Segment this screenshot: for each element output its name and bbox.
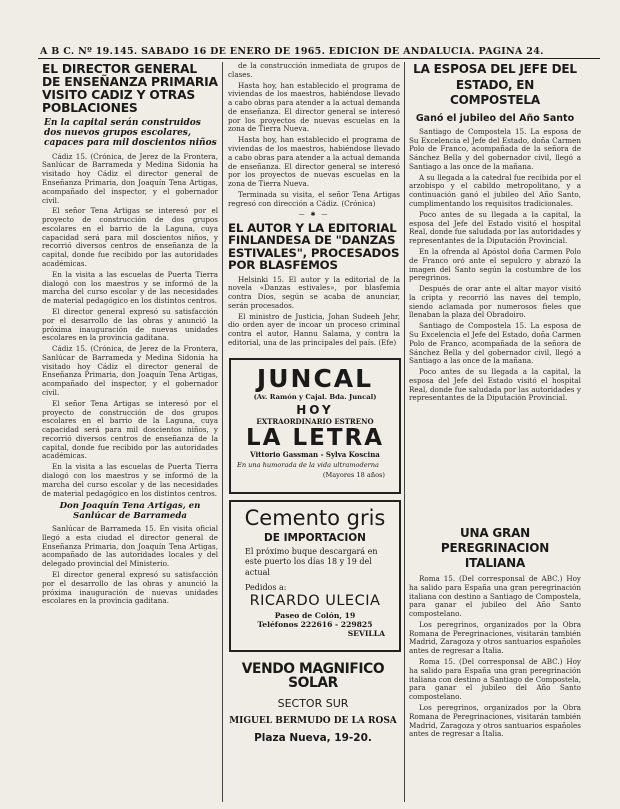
- paragraph: Después de orar ante el altar mayor visitó la cripta y recorrió las naves del templo, siendo aclamada por numerosos fieles que llenaban la plaza del Obradoiro.: [409, 284, 581, 320]
- paragraph: Poco antes de su llegada a la capital, la esposa del Jefe del Estado visitó el hospital Real, donde fue saludada por las autoridades y representantes de la Diputación Provincial.: [409, 209, 581, 246]
- separator: — ✱ —: [298, 210, 330, 218]
- subheadline: En la capital serán construidos dos nuevos grupos escolares, capaces para mil doscientos niños: [44, 117, 217, 149]
- paragraph: Los peregrinos, organizados por la Obra Romana de Peregrinaciones, visitarán también Madrid, Zaragoza y otros santuarios españoles antes de regresar a Italia.: [409, 619, 581, 656]
- paragraph: A su llegada a la catedral fue recibida por el arzobispo y el cabildo metropolitano, y a continuación ganó el jubileo del Año Santo, cumplimentando los requisitos tradicionales.: [409, 172, 581, 209]
- paragraph: Poco antes de su llegada a la capital, la esposa del Jefe del Estado visitó el hospital Real, donde fue saludada por las autoridades y representantes de la Diputación Provincial.: [409, 367, 581, 403]
- article-continuation: [228, 62, 400, 232]
- column-rule-1: [222, 62, 223, 802]
- ad-address: Plaza Nueva, 19-20.: [254, 731, 372, 744]
- company-phones: Teléfonos 222616 - 229825: [257, 620, 373, 630]
- article-peregrinacion-italiana: [409, 526, 581, 802]
- paragraph: En la ofrenda al Apóstol doña Carmen Polo de Franco oró ante el sepulcro y abrazó la imagen del Santo según la costumbre de los peregrinos.: [409, 246, 581, 283]
- ad-cemento-gris: [229, 500, 401, 652]
- company-address: Paseo de Colón, 19: [274, 611, 356, 621]
- article-danzas-estivales: [228, 222, 400, 357]
- paragraph: Hasta hoy, han establecido el programa de viviendas de los maestros, habiéndose llevado a cabo obras para atender a la actual demanda de enseñanza. El director general se interesó por los proyectos de nuevas escuelas en la zona de Tierra Nueva.: [228, 135, 400, 189]
- ad-juncal-cinema: [229, 358, 401, 494]
- headline: EL AUTOR Y LA EDITORIAL FINLANDESA DE "DANZAS ESTIVALES", PROCESADOS POR BLASFEMOS: [228, 222, 400, 273]
- today-label: HOY: [296, 403, 334, 417]
- paragraph: Terminada su visita, el señor Tena Artigas regresó con dirección a Cádiz. (Crónica): [228, 189, 400, 208]
- paragraph: Santiago de Compostela 15. La esposa de Su Excelencia el Jefe del Estado, doña Carmen Polo de Franco, acompañada de la señora de Sánchez Bella y del gobernador civil, llegó a Santiago a las once de la mañana.: [409, 126, 581, 171]
- company-city: SEVILLA: [347, 629, 385, 639]
- article-esposa-jefe-estado: [409, 62, 581, 522]
- paragraph: Hasta hoy, han establecido el programa de viviendas de los maestros, habiéndose llevado a cabo obras para atender a la actual demanda de enseñanza. El director general se interesó por los proyectos de nuevas escuelas en la zona de Tierra Nueva.: [228, 80, 400, 134]
- film-tagline: En una humorada de la vida ultramoderna: [237, 461, 379, 470]
- header-rule: [38, 58, 600, 59]
- paragraph: El director general expresó su satisfacción por el desarrollo de las obras y anunció la próxima inauguración de nuevas unidades escolares en la provincia gaditana.: [42, 570, 218, 606]
- paragraph: Roma 15. (Del corresponsal de ABC.) Hoy ha salido para España una gran peregrinación italiana con destino a Santiago de Compostela, para ganar el jubileo del Año Santo compostelano.: [409, 657, 581, 702]
- paragraph: Cádiz 15. (Crónica, de Jerez de la Frontera, Sanlúcar de Barrameda y Medina Sidonia ha visitado hoy Cádiz el director general de Enseñanza Primaria, don Joaquín Tena Artigas, acompañado del inspector, y el gobernador civil.: [42, 344, 218, 397]
- cinema-address: (Av. Ramón y Cajal. Bda. Juncal): [253, 393, 377, 401]
- premiere-label: EXTRAORDINARIO ESTRENO: [256, 417, 374, 426]
- product-name: Cemento gris: [244, 506, 386, 530]
- headline: UNA GRAN PEREGRINACION ITALIANA: [440, 526, 550, 570]
- subheadline: Ganó el jubileo del Año Santo: [415, 112, 575, 124]
- headline: EL DIRECTOR GENERAL DE ENSEÑANZA PRIMARIA VISITO CADIZ Y OTRAS POBLACIONES: [42, 62, 218, 115]
- ad-vendo-solar: [229, 658, 397, 776]
- paragraph: Cádiz 15. (Crónica, de Jerez de la Frontera, Sanlúcar de Barrameda y Medina Sidonia ha visitado hoy Cádiz el director general de Enseñanza Primaria, don Joaquín Tena Artigas, acompañado del inspector, y el gobernador civil.: [42, 151, 218, 205]
- paragraph: El señor Tena Artigas se interesó por el proyecto de construcción de dos grupos escolares en el barrio de la Laguna, cuya capacidad será para mil doscientos niños, y recorrió diversos centros de enseñanza de la capital, donde fue recibido por las autoridades académicas.: [42, 206, 218, 269]
- section-subheadline: Don Joaquín Tena Artigas, en Sanlúcar de Barrameda: [59, 501, 201, 522]
- paragraph: de la construcción inmediata de grupos de clases.: [228, 62, 400, 79]
- page-folio: A B C. Nº 19.145. SABADO 16 DE ENERO DE 1965. EDICION DE ANDALUCIA. PAGINA 24.: [40, 46, 544, 57]
- paragraph: Helsinki 15. El autor y la editorial de la novela «Danzas estivales», por blasfemia contra Dios, según se acaba de anunciar, serán procesados.: [228, 274, 400, 310]
- paragraph: En la visita a las escuelas de Puerta Tierra dialogó con los maestros y se informó de la marcha del curso escolar y de las necesidades de material pedagógico en los distintos centros.: [42, 462, 218, 498]
- film-rating: (Mayores 18 años): [322, 471, 385, 480]
- column-rule-2: [404, 62, 405, 802]
- paragraph: En la visita a las escuelas de Puerta Tierra dialogó con los maestros y se informó de la marcha del curso escolar y de las necesidades de material pedagógico en los distintos centros.: [42, 269, 218, 306]
- ad-body: El próximo buque descargará en este puerto los días 18 y 19 del actual: [245, 547, 378, 577]
- paragraph: Santiago de Compostela 15. La esposa de Su Excelencia el Jefe del Estado, doña Carmen Polo de Franco, acompañada de la señora de Sánchez Bella y del gobernador civil, llegó a Santiago a las once de la mañana.: [409, 321, 581, 366]
- film-cast: Vittorio Gassman - Sylva Koscina: [250, 450, 380, 460]
- paragraph: Sanlúcar de Barrameda 15. En visita oficial llegó a esta ciudad el director general de Enseñanza Primaria, don Joaquín Tena Artigas, acompañado de las autoridades locales y del delegado provincial del Ministerio.: [42, 524, 218, 569]
- headline: LA ESPOSA DEL JEFE DEL ESTADO, EN COMPOSTELA: [413, 62, 577, 108]
- ad-title: VENDO MAGNIFICO SOLAR: [241, 661, 385, 692]
- company-name: RICARDO ULECIA: [249, 593, 381, 610]
- paragraph: El ministro de Justicia, Johan Sudeeh Jehr, dio orden ayer de incoar un proceso criminal contra el autor, Hannu Salama, y contra la editorial, una de las principales del país. (Efe): [228, 311, 400, 347]
- paragraph: El señor Tena Artigas se interesó por el proyecto de construcción de dos grupos escolares en el barrio de la Laguna, cuya capacidad será para mil doscientos niños, y recorrió diversos centros de enseñanza de la capital, donde fue recibido por las autoridades académicas.: [42, 398, 218, 461]
- ad-owner: MIGUEL BERMUDO DE LA ROSA: [229, 715, 397, 726]
- paragraph: El director general expresó su satisfacción por el desarrollo de las obras y anunció la próxima inauguración de nuevas unidades escolares en la provincia gaditana.: [42, 306, 218, 343]
- orders-label: Pedidos a:: [245, 583, 287, 593]
- paragraph: Los peregrinos, organizados por la Obra Romana de Peregrinaciones, visitarán también Madrid, Zaragoza y otros santuarios españoles antes de regresar a Italia.: [409, 702, 581, 739]
- film-title: LA LETRA: [245, 425, 385, 451]
- cinema-name: JUNCAL: [256, 364, 374, 393]
- article-director-general: [42, 62, 218, 804]
- ad-sector: SECTOR SUR: [277, 696, 349, 710]
- paragraph: Roma 15. (Del corresponsal de ABC.) Hoy ha salido para España una gran peregrinación italiana con destino a Santiago de Compostela, para ganar el jubileo del Año Santo compostelano.: [409, 574, 581, 619]
- product-origin: DE IMPORTACION: [264, 532, 366, 544]
